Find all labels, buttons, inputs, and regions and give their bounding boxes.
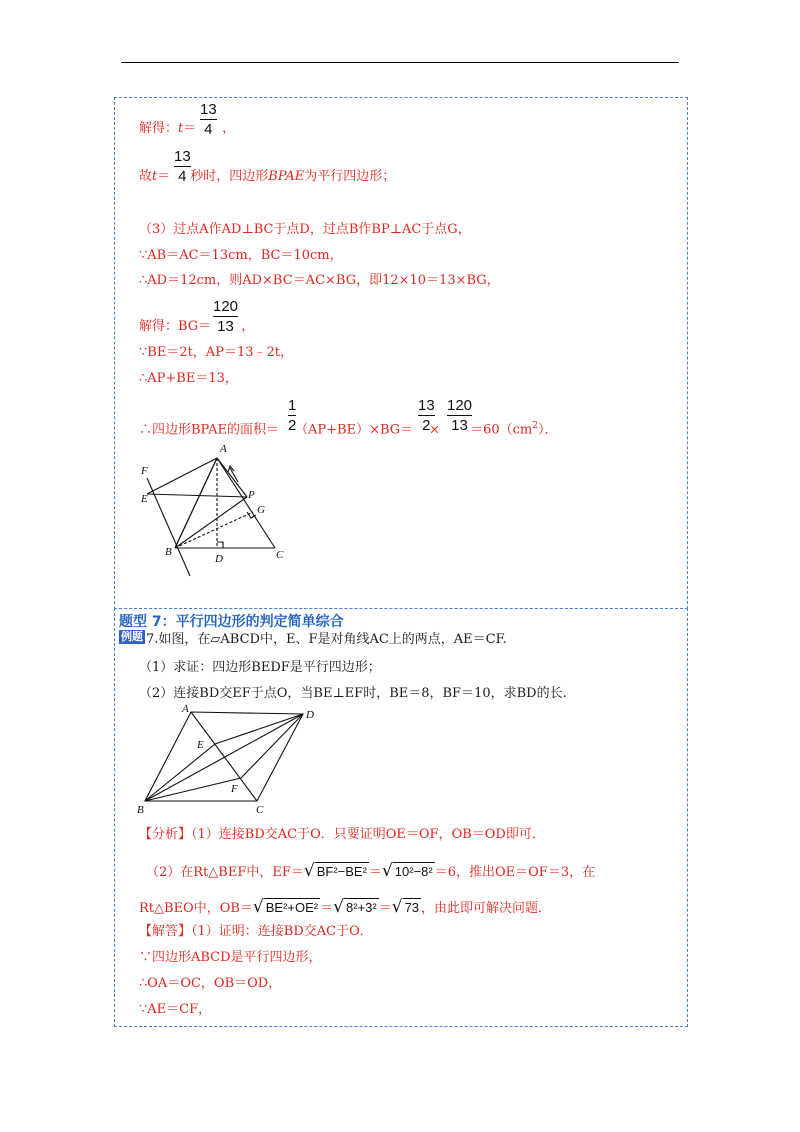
answer-1: 【解答】（1）证明：连接BD交AC于O． [139,924,373,939]
label-d2: D [306,709,314,721]
analysis-3: Rt△BEO中，OB＝√ BE²+OE² ＝√ 8²+3² ＝√ 73 ，由此即可解决问题． [139,897,552,917]
line-conclusion-t: 故t＝ 秒时，四边形BPAE为平行四边形； [139,169,396,184]
label-f: F [141,465,148,477]
answer-4: ∵AE＝CF， [139,1002,212,1017]
line-part3: （3）过点A作AD⊥BC于点D，过点B作BP⊥AC于点G， [139,222,471,237]
fraction-13-2: 13 2 [418,397,435,434]
fraction-13-4: 13 4 [200,101,217,138]
label-b: B [165,546,172,558]
label-b2: B [137,804,144,816]
line-area: ∴四边形BPAE的面积＝ $(AP+BE)\times BG= \times =60(cm^2)$． [139,421,558,438]
label-a: A [220,443,227,455]
label-g: G [257,504,265,516]
example-tag: 例题 [121,630,143,643]
label-d: D [215,553,223,565]
label-e: E [141,493,148,505]
problem-statement: 7.如图，在▱ABCD中，E、F是对角线AC上的两点，AE＝CF. [146,632,507,647]
header-rule [121,62,679,63]
answer-2: ∵四边形ABCD是平行四边形， [139,950,322,965]
line-ad: ∴AD＝12cm，则AD×BC＝AC×BG，即12×10＝13×BG， [139,273,500,288]
analysis-1: 【分析】（1）连接BD交AC于O．只要证明OE＝OF，OB＝OD即可． [139,827,545,842]
answer-3: ∴OA＝OC，OB＝OD， [139,976,282,991]
line-solve-t: 解得：t＝ ， [139,121,236,136]
label-f2: F [231,783,238,795]
analysis-2: （2）在Rt△BEF中，EF＝√ BF²−BE² ＝√ 10²−8² ＝6，推出OE＝OF＝3，在 [146,861,596,881]
question-1: （1）求证：四边形BEDF是平行四边形； [139,660,381,675]
fraction-1-2: 1 2 [288,397,297,434]
question-2: （2）连接BD交EF于点O，当BE⊥EF时，BE＝8，BF＝10，求BD的长. [139,686,567,701]
fraction-120-13: 120 13 [213,298,239,335]
fraction-13-4-b: 13 4 [174,148,191,185]
line-bg: 解得：BG＝ ， [139,319,255,334]
section-heading: 题型 7：平行四边形的判定简单综合 [119,614,344,630]
line-given: ∵AB＝AC＝13cm，BC＝10cm， [139,248,343,263]
figure-parallelogram [135,700,325,825]
fraction-120-13-b: 120 13 [447,397,473,434]
label-p: P [248,489,255,501]
label-c2: C [256,804,264,816]
label-c: C [276,549,284,561]
line-be: ∵BE＝2t，AP＝13﹣2t， [139,345,293,360]
figure-triangle-abc [135,438,305,583]
label-a2: A [182,703,189,715]
line-sum: ∴AP+BE＝13， [139,371,238,386]
label-e2: E [197,739,204,751]
